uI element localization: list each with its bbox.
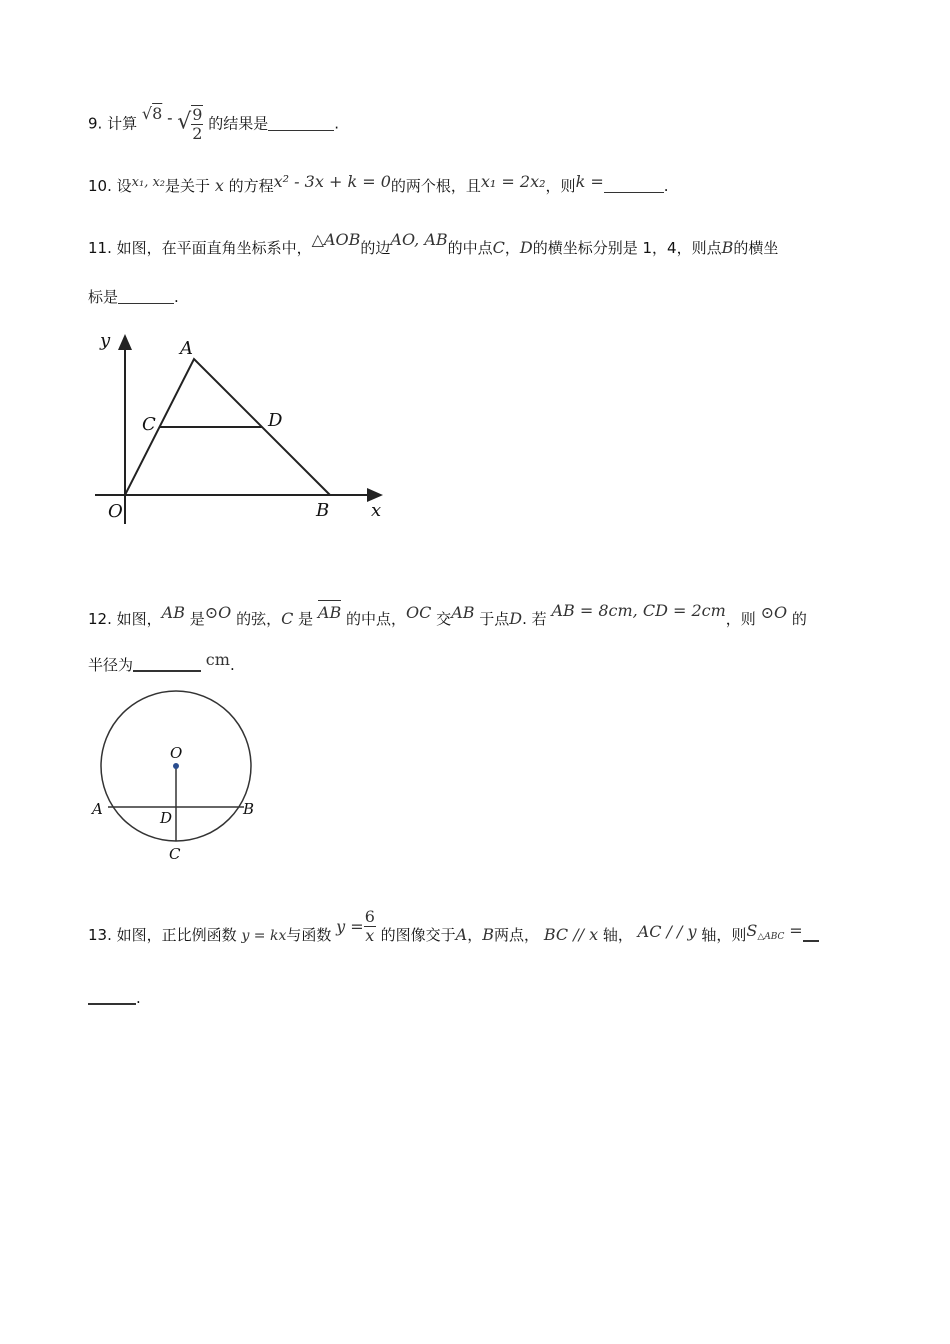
- q13-text2: 与函数: [286, 926, 332, 944]
- q13-f2-lhs: y =: [336, 917, 364, 936]
- q11-pt-c: C: [492, 238, 505, 257]
- q11-pt-b: B: [721, 238, 734, 257]
- q11-text4: 的横坐标分别是 1，4，则点: [532, 239, 722, 257]
- q11-end: .: [174, 288, 179, 306]
- y-axis-arrow: [118, 334, 132, 350]
- q12-text2: 是: [189, 610, 205, 628]
- q9-minus: -: [167, 108, 173, 127]
- q13-sep: ，: [467, 926, 483, 944]
- q9-text1: 计算: [107, 114, 138, 133]
- q11-number: 11.: [88, 239, 112, 257]
- q13-text5: 轴，: [602, 926, 633, 944]
- q12-text5: 的中点，: [346, 610, 407, 628]
- q10-text5: ，则: [545, 177, 576, 195]
- label-a: A: [180, 338, 193, 359]
- question-9: [88, 105, 339, 143]
- q10-condition: x₁ = 2x₂: [480, 172, 546, 191]
- q13-eq: =: [789, 921, 803, 940]
- q11-sides: AO, AB: [390, 230, 448, 249]
- q13-answer-blank-start[interactable]: [803, 926, 819, 942]
- q12-number: 12.: [88, 610, 112, 628]
- q13-text4: 两点，: [494, 926, 540, 944]
- q12-pt-d: D: [509, 609, 523, 628]
- q10-equation: x² - 3x + k = 0: [273, 172, 391, 191]
- q10-var-x: x: [214, 176, 224, 195]
- q13-text3: 的图像交于: [380, 926, 456, 944]
- q13-s: $S_{\triangle ABC}$: [746, 921, 785, 942]
- q12-text10: 的: [791, 610, 807, 628]
- q11-figure: [90, 328, 390, 528]
- q13-text1: 如图，正比例函数: [116, 926, 237, 944]
- q9-sqrt-frac: √: [177, 109, 192, 135]
- question-10: [88, 172, 669, 198]
- q10-end: .: [663, 177, 669, 195]
- q13-number: 13.: [88, 926, 112, 944]
- q10-roots: x₁, x₂: [131, 175, 166, 190]
- q10-ask: k =: [575, 172, 604, 191]
- q9-fraction: $\frac{9}{2}$: [192, 105, 203, 143]
- label-x: x: [371, 500, 382, 521]
- q10-text3: 的方程: [228, 177, 274, 195]
- q11-text3: 的中点: [447, 239, 493, 257]
- q12-unit: cm: [205, 650, 230, 669]
- q12-text4: 是: [298, 610, 314, 628]
- question-11: [88, 230, 779, 258]
- question-13: [88, 907, 819, 951]
- label-b: B: [243, 800, 255, 818]
- q12-text1: 如图，: [116, 610, 162, 628]
- label-c: C: [142, 414, 156, 435]
- q11-text5: 的横坐: [733, 239, 779, 257]
- question-12-line2: [88, 650, 235, 675]
- q12-figure: [88, 686, 268, 866]
- q12-pt-c: C: [281, 609, 294, 628]
- q13-answer-blank-end[interactable]: [88, 989, 136, 1005]
- q12-ab: AB: [161, 603, 185, 622]
- q10-text4: 的两个根，且: [390, 177, 481, 195]
- label-b: B: [316, 500, 330, 521]
- question-12: [88, 601, 807, 629]
- q9-text2: 的结果是: [208, 114, 269, 133]
- q13-f1: y = kx: [241, 928, 287, 944]
- q13-pt-a: A: [455, 925, 468, 944]
- q12-ab2: AB: [451, 603, 475, 622]
- label-c: C: [169, 845, 181, 863]
- q12-text3: 的弦，: [236, 610, 282, 628]
- q9-sqrt8: √8: [141, 103, 163, 123]
- q12-text7: 于点: [479, 610, 510, 628]
- q9-end: .: [334, 114, 340, 133]
- q13-end: .: [136, 989, 141, 1007]
- question-13-line2: [88, 988, 141, 1008]
- q13-text6: 轴，则: [701, 926, 747, 944]
- label-d: D: [268, 410, 283, 431]
- q9-number: 9.: [88, 114, 103, 133]
- q12-answer-blank[interactable]: [133, 656, 201, 672]
- label-y: y: [100, 330, 111, 351]
- q13-f2-fraction: $\frac{6}{x}$: [364, 907, 375, 945]
- label-d: D: [160, 809, 173, 827]
- q12-text6: 交: [436, 610, 452, 628]
- q10-answer-blank[interactable]: [604, 178, 664, 193]
- q11-sep: ，: [504, 239, 520, 257]
- q12-text8: . 若: [522, 610, 547, 628]
- q11-answer-blank[interactable]: [118, 289, 174, 304]
- q12-given: AB = 8cm, CD = 2cm: [551, 601, 726, 620]
- q13-pt-b: B: [482, 925, 495, 944]
- q12-circle-o: ⊙O: [204, 603, 232, 622]
- q12-oc: OC: [406, 603, 432, 622]
- center-dot: [173, 763, 179, 769]
- q12-text9: ，则: [725, 610, 756, 628]
- q9-answer-blank[interactable]: [268, 116, 334, 131]
- q11-pt-d: D: [519, 238, 533, 257]
- q11-text1: 如图，在平面直角坐标系中，: [116, 239, 312, 257]
- question-11-line2: [88, 287, 179, 307]
- q12-circle-o2: ⊙O: [760, 603, 788, 622]
- q13-bc: BC // x: [543, 925, 599, 944]
- q12-arc-ab: AB: [318, 600, 341, 623]
- label-o: O: [170, 744, 183, 762]
- q11-text2: 的边: [360, 239, 391, 257]
- q10-text2: 是关于: [165, 177, 211, 195]
- label-a: A: [92, 800, 103, 818]
- q10-text1: 设: [116, 177, 132, 195]
- q11-line2-text: 标是: [88, 288, 119, 306]
- q10-number: 10.: [88, 177, 112, 195]
- q12-end: .: [229, 656, 235, 674]
- label-o: O: [108, 501, 123, 522]
- q12-line2-text: 半径为: [88, 656, 134, 674]
- q13-ac: AC / / y: [637, 922, 697, 941]
- q11-triangle: △AOB: [311, 230, 361, 249]
